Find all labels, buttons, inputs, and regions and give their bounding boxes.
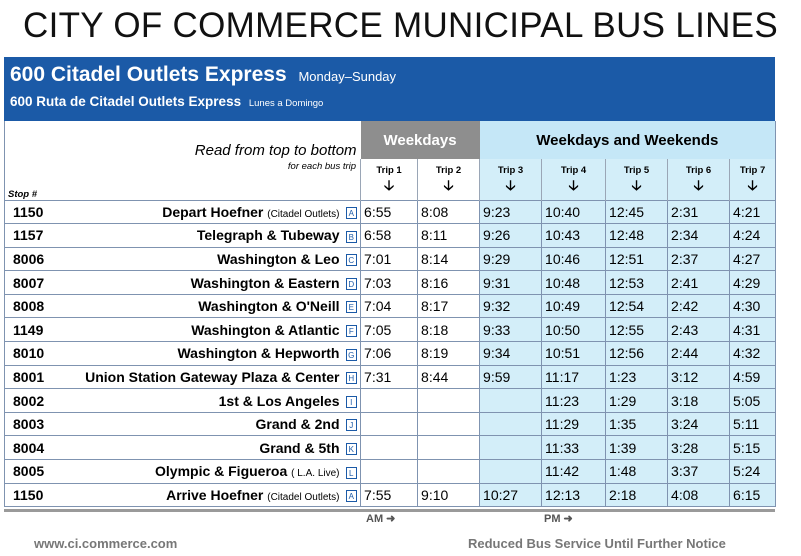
trip-time: 5:15 <box>730 436 776 460</box>
trip-time: 4:31 <box>730 318 776 342</box>
map-letter-cell <box>343 342 361 366</box>
trip-time: 4:30 <box>730 294 776 318</box>
stop-name-cell <box>65 342 343 366</box>
trip-time: 10:43 <box>542 224 606 248</box>
trip-time: 12:53 <box>606 271 668 295</box>
map-letter-badge: D <box>346 278 357 290</box>
down-arrow-icon: 🡣 <box>693 177 704 193</box>
stop-name-cell <box>65 200 343 224</box>
trip-time: 9:59 <box>480 365 542 389</box>
trip-header <box>730 159 776 200</box>
table-row <box>5 365 776 389</box>
trip-time: 8:14 <box>418 247 480 271</box>
trip-time: 3:18 <box>668 389 730 413</box>
trip-time: 12:48 <box>606 224 668 248</box>
trip-time: 9:32 <box>480 294 542 318</box>
trip-time: 7:31 <box>361 365 418 389</box>
table-row <box>5 412 776 436</box>
trip-time: 2:18 <box>606 483 668 507</box>
trip-time: 9:31 <box>480 271 542 295</box>
stop-name: Grand & 2nd <box>255 416 340 433</box>
trip-time: 1:23 <box>606 365 668 389</box>
trip-time <box>361 460 418 484</box>
schedule-table <box>4 121 776 507</box>
stop-name: Arrive Hoefner <box>166 486 264 503</box>
trip-header <box>606 159 668 200</box>
group-weekends: Weekdays and Weekends <box>480 121 776 159</box>
table-row <box>5 436 776 460</box>
trip-time <box>361 412 418 436</box>
stop-name: Telegraph & Tubeway <box>196 227 340 244</box>
table-row <box>5 200 776 224</box>
map-letter-cell <box>343 412 361 436</box>
trip-time: 10:46 <box>542 247 606 271</box>
trip-time: 8:17 <box>418 294 480 318</box>
route-title: 600 Citadel Outlets Express <box>10 63 287 86</box>
stop-name: Washington & Hepworth <box>177 345 340 362</box>
trip-header <box>361 159 418 200</box>
trip-time: 9:26 <box>480 224 542 248</box>
trip-time: 2:34 <box>668 224 730 248</box>
stop-number: 8004 <box>5 436 65 460</box>
trip-time: 10:48 <box>542 271 606 295</box>
trip-time: 4:24 <box>730 224 776 248</box>
stop-name-note: (Citadel Outlets) <box>267 491 340 503</box>
trip-time: 2:37 <box>668 247 730 271</box>
trip-time: 7:04 <box>361 294 418 318</box>
down-arrow-icon: 🡣 <box>505 177 516 193</box>
trip-time: 4:08 <box>668 483 730 507</box>
trip-time: 12:45 <box>606 200 668 224</box>
map-letter-badge: C <box>346 254 357 266</box>
trip-time: 12:54 <box>606 294 668 318</box>
table-row <box>5 271 776 295</box>
trip-header <box>418 159 480 200</box>
table-row <box>5 483 776 507</box>
stop-number: 1149 <box>5 318 65 342</box>
stop-name: Depart Hoefner <box>162 203 264 220</box>
stop-name: Union Station Gateway Plaza & Center <box>85 368 340 385</box>
stop-name: Washington & Leo <box>217 250 340 267</box>
stop-number: 8007 <box>5 271 65 295</box>
stop-name-cell <box>65 483 343 507</box>
pm-label: PM ➜ <box>544 513 573 525</box>
map-letter-badge: G <box>346 349 357 361</box>
stop-name-cell <box>65 294 343 318</box>
stop-name-note: ( L.A. Live) <box>291 468 340 480</box>
route-days-es: Lunes a Domingo <box>248 98 324 109</box>
trip-time <box>361 436 418 460</box>
stop-number: 8003 <box>5 412 65 436</box>
map-letter-cell <box>343 224 361 248</box>
group-header-row <box>5 121 776 159</box>
stop-name: Washington & Atlantic <box>191 321 340 338</box>
trip-time: 2:42 <box>668 294 730 318</box>
down-arrow-icon: 🡣 <box>443 177 454 193</box>
stop-number: 1150 <box>5 483 65 507</box>
trip-time: 6:55 <box>361 200 418 224</box>
map-letter-badge: A <box>346 207 357 219</box>
down-arrow-icon: 🡣 <box>568 177 579 193</box>
trip-time: 4:27 <box>730 247 776 271</box>
trip-time <box>418 389 480 413</box>
trip-time <box>418 436 480 460</box>
stop-name-cell <box>65 247 343 271</box>
trip-time: 1:39 <box>606 436 668 460</box>
group-weekdays: Weekdays <box>361 121 480 159</box>
down-arrow-icon: 🡣 <box>384 177 395 193</box>
trip-time: 2:41 <box>668 271 730 295</box>
trip-time: 10:49 <box>542 294 606 318</box>
route-header <box>4 57 775 121</box>
trip-time: 11:17 <box>542 365 606 389</box>
stop-number: 8001 <box>5 365 65 389</box>
trip-label: Trip 5 <box>623 165 650 176</box>
trip-time <box>418 412 480 436</box>
trip-time: 8:08 <box>418 200 480 224</box>
down-arrow-icon: 🡣 <box>747 177 758 193</box>
trip-time: 3:24 <box>668 412 730 436</box>
trip-time: 12:51 <box>606 247 668 271</box>
trip-time: 8:44 <box>418 365 480 389</box>
table-row <box>5 460 776 484</box>
stop-name-cell <box>65 460 343 484</box>
stop-name: Washington & O'Neill <box>198 298 340 315</box>
trip-time <box>361 389 418 413</box>
trip-label: Trip 6 <box>685 165 712 176</box>
trip-time: 12:13 <box>542 483 606 507</box>
map-letter-badge: I <box>346 396 357 408</box>
trip-time: 6:58 <box>361 224 418 248</box>
stop-number: 8008 <box>5 294 65 318</box>
stop-number: 1150 <box>5 200 65 224</box>
trip-time: 2:44 <box>668 342 730 366</box>
trip-time: 4:59 <box>730 365 776 389</box>
map-letter-badge: K <box>346 443 357 455</box>
trip-time: 6:15 <box>730 483 776 507</box>
map-letter-badge: J <box>346 419 357 431</box>
stop-name: 1st & Los Angeles <box>218 392 340 409</box>
trip-time: 12:55 <box>606 318 668 342</box>
trip-label: Trip 3 <box>497 165 524 176</box>
trip-time: 10:50 <box>542 318 606 342</box>
trip-time: 2:43 <box>668 318 730 342</box>
trip-time: 5:05 <box>730 389 776 413</box>
trip-time: 7:05 <box>361 318 418 342</box>
trip-label: Trip 2 <box>435 165 462 176</box>
trip-time: 8:19 <box>418 342 480 366</box>
map-letter-badge: L <box>346 467 357 479</box>
stop-number: 1157 <box>5 224 65 248</box>
trip-time: 9:34 <box>480 342 542 366</box>
trip-header <box>480 159 542 200</box>
trip-time: 10:27 <box>480 483 542 507</box>
map-letter-cell <box>343 271 361 295</box>
stop-name: Olympic & Figueroa <box>155 463 288 480</box>
map-letter-cell <box>343 365 361 389</box>
trip-time: 2:31 <box>668 200 730 224</box>
stop-name-cell <box>65 224 343 248</box>
stop-name: Grand & 5th <box>259 439 340 456</box>
footer-notice: Reduced Bus Service Until Further Notice <box>468 536 726 551</box>
map-letter-cell <box>343 436 361 460</box>
trip-time: 9:29 <box>480 247 542 271</box>
page-title: CITY OF COMMERCE MUNICIPAL BUS LINES <box>23 6 778 45</box>
trip-time <box>418 460 480 484</box>
trip-time: 5:24 <box>730 460 776 484</box>
trip-header <box>668 159 730 200</box>
trip-time: 7:03 <box>361 271 418 295</box>
stop-name-cell <box>65 436 343 460</box>
table-row <box>5 247 776 271</box>
trip-time: 11:33 <box>542 436 606 460</box>
route-title-es-line <box>10 91 775 115</box>
trip-time: 12:56 <box>606 342 668 366</box>
map-letter-cell <box>343 318 361 342</box>
table-row <box>5 342 776 366</box>
trip-time: 5:11 <box>730 412 776 436</box>
map-letter-badge: B <box>346 231 357 243</box>
trip-label: Trip 4 <box>560 165 587 176</box>
trip-time: 11:29 <box>542 412 606 436</box>
trip-time: 9:10 <box>418 483 480 507</box>
trip-time: 4:21 <box>730 200 776 224</box>
table-row <box>5 224 776 248</box>
table-row <box>5 389 776 413</box>
trip-time: 8:11 <box>418 224 480 248</box>
trip-label: Trip 7 <box>739 165 766 176</box>
trip-time: 3:37 <box>668 460 730 484</box>
route-title-es: 600 Ruta de Citadel Outlets Express <box>10 94 242 109</box>
trip-time: 7:55 <box>361 483 418 507</box>
trip-time <box>480 460 542 484</box>
trip-time <box>480 412 542 436</box>
route-title-line <box>10 61 775 91</box>
trip-time: 11:23 <box>542 389 606 413</box>
map-letter-badge: F <box>346 325 357 337</box>
stop-name-note: (Citadel Outlets) <box>267 208 340 220</box>
stop-number: 8005 <box>5 460 65 484</box>
map-letter-cell <box>343 247 361 271</box>
map-letter-cell <box>343 200 361 224</box>
read-note-2: for each bus trip <box>287 161 357 172</box>
trip-time: 10:40 <box>542 200 606 224</box>
stop-name-cell <box>65 389 343 413</box>
trip-time <box>480 389 542 413</box>
stop-name-cell <box>65 365 343 389</box>
read-note: Read from top to bottom <box>194 142 357 159</box>
am-label: AM ➜ <box>366 513 396 525</box>
stop-number: 8006 <box>5 247 65 271</box>
map-letter-badge: H <box>346 372 357 384</box>
trip-time: 4:29 <box>730 271 776 295</box>
table-row <box>5 294 776 318</box>
stop-name: Washington & Eastern <box>190 274 340 291</box>
trip-time: 8:18 <box>418 318 480 342</box>
down-arrow-icon: 🡣 <box>631 177 642 193</box>
route-days: Monday–Sunday <box>298 69 397 84</box>
trip-time: 7:01 <box>361 247 418 271</box>
trip-time: 3:28 <box>668 436 730 460</box>
trip-time: 7:06 <box>361 342 418 366</box>
stop-name-cell <box>65 318 343 342</box>
table-row <box>5 318 776 342</box>
trip-time: 9:23 <box>480 200 542 224</box>
map-letter-cell <box>343 483 361 507</box>
trip-time: 11:42 <box>542 460 606 484</box>
trip-time: 3:12 <box>668 365 730 389</box>
trip-time: 1:35 <box>606 412 668 436</box>
trip-time: 1:29 <box>606 389 668 413</box>
stop-number: 8010 <box>5 342 65 366</box>
map-letter-badge: E <box>346 301 357 313</box>
footer-website[interactable]: www.ci.commerce.com <box>34 536 178 551</box>
stop-number-header: Stop # <box>8 188 38 200</box>
trip-time <box>480 436 542 460</box>
trip-time: 8:16 <box>418 271 480 295</box>
trip-time: 9:33 <box>480 318 542 342</box>
trip-header-row <box>5 159 776 200</box>
trip-time: 10:51 <box>542 342 606 366</box>
stop-number: 8002 <box>5 389 65 413</box>
map-letter-cell <box>343 294 361 318</box>
trip-time: 1:48 <box>606 460 668 484</box>
stop-name-cell <box>65 412 343 436</box>
trip-label: Trip 1 <box>376 165 402 176</box>
trip-header <box>542 159 606 200</box>
stop-name-cell <box>65 271 343 295</box>
schedule-body <box>5 200 776 507</box>
map-letter-cell <box>343 389 361 413</box>
map-letter-badge: A <box>346 490 357 502</box>
map-letter-cell <box>343 460 361 484</box>
trip-time: 4:32 <box>730 342 776 366</box>
